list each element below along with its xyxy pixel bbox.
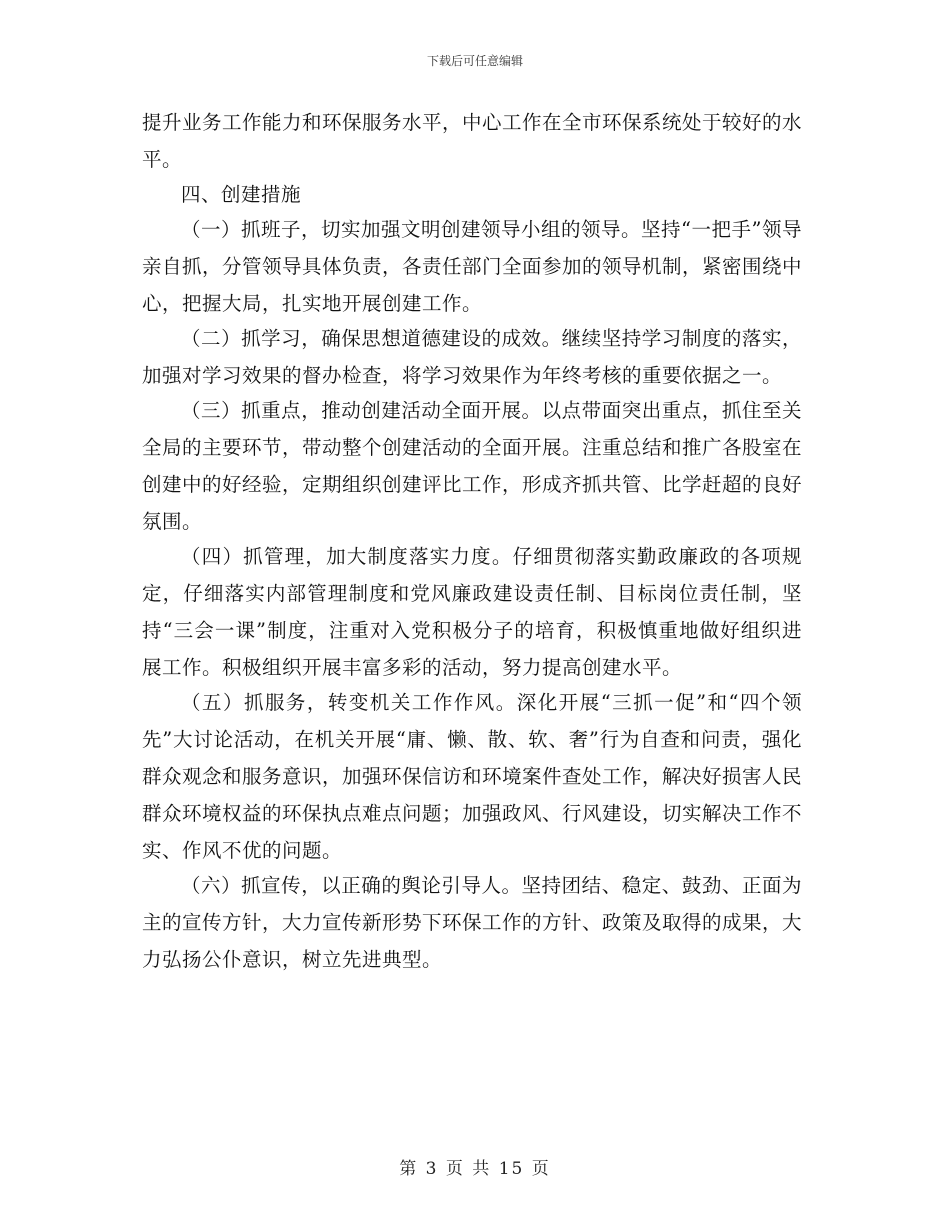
paragraph-measure-1: （一）抓班子，切实加强文明创建领导小组的领导。坚持“一把手”领导亲自抓，分管领导具体负责，各责任部门全面参加的领导机制，紧密围绕中心，把握大局，扎实地开展创建工作。 <box>142 218 803 315</box>
page-number: 第 3 页 共 15 页 <box>399 1159 551 1179</box>
paragraph-1: 提升业务工作能力和环保服务水平，中心工作在全市环保系统处于较好的水平。 <box>142 111 803 171</box>
paragraph-measure-5: （五）抓服务，转变机关工作作风。深化开展“三抓一促”和“四个领先”大讨论活动，在机关开展“庸、懒、散、软、奢”行为自查和问责，强化群众观念和服务意识，加强环保信访和环境案件查处工作，解决好损害人民群众环境权益的环保执点难点问题；加强政风、行风建设，切实解决工作不实、作风不优的问题。 <box>142 691 803 862</box>
paragraph-measure-3: （三）抓重点，推动创建活动全面开展。以点带面突出重点，抓住至关全局的主要环节，带动整个创建活动的全面开展。注重总结和推广各股室在创建中的好经验，定期组织创建评比工作，形成齐抓共管、比学赶超的良好氛围。 <box>142 399 803 533</box>
paragraph-measure-4: （四）抓管理，加大制度落实力度。仔细贯彻落实勤政廉政的各项规定，仔细落实内部管理制度和党风廉政建设责任制、目标岗位责任制，坚持“三会一课”制度，注重对入党积极分子的培育，积极慎重地做好组织进展工作。积极组织开展丰富多彩的活动，努力提高创建水平。 <box>142 545 802 679</box>
paragraph-measure-6: （六）抓宣传，以正确的舆论引导人。坚持团结、稳定、鼓劲、正面为主的宣传方针，大力宣传新形势下环保工作的方针、政策及取得的成果，大力弘扬公仆意识，树立先进典型。 <box>142 874 803 971</box>
paragraph-measure-2: （二）抓学习，确保思想道德建设的成效。继续坚持学习制度的落实，加强对学习效果的督办检查，将学习效果作为年终考核的重要依据之一。 <box>142 327 802 387</box>
page-header: 下载后可任意编辑 <box>426 54 523 68</box>
document-body <box>142 104 802 976</box>
section-heading-measures: 四、创建措施 <box>181 183 302 206</box>
